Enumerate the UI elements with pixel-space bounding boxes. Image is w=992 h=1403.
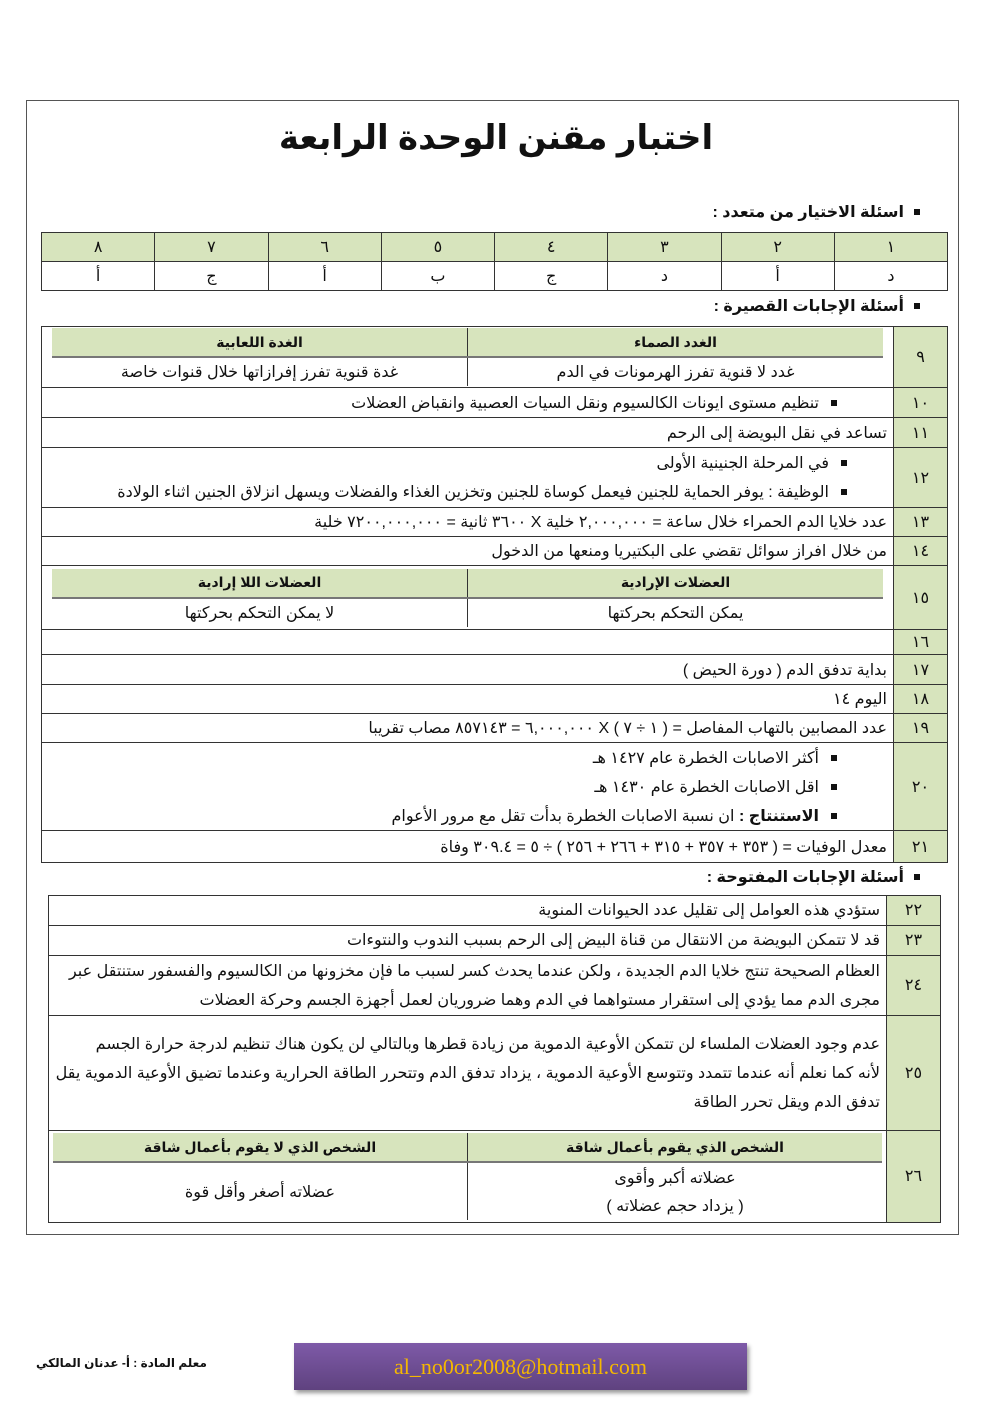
answer-text: معدل الوفيات = ( ٣٥٣ + ٣٥٧ + ٣١٥ + ٢٦٦ + ٢٥٦ ) ÷ ٥ = ٣٠٩.٤ وفاة — [42, 831, 894, 863]
open-heading — [707, 867, 920, 887]
answer-text: عدد المصابين بالتهاب المفاصل = ( ١ ÷ ٧ ) X ٦,٠٠٠,٠٠٠ = ٨٥٧١٤٣ مصاب تقريبا — [42, 714, 894, 743]
mc-answer: أ — [42, 262, 155, 291]
question-number: ١٩ — [894, 714, 948, 743]
mc-answer: أ — [721, 262, 834, 291]
answer-text: ستؤدي هذه العوامل إلى تقليل عدد الحيوانات المنوية — [49, 896, 887, 926]
cell: عضلاته أصغر وأقل قوة — [53, 1162, 468, 1220]
cell: لا يمكن التحكم بحركتها — [52, 598, 468, 627]
mc-question-number: ٨ — [42, 233, 155, 262]
short-heading — [714, 296, 920, 316]
bullet-icon — [831, 400, 837, 406]
page-title: اختبار مقنن الوحدة الرابعة — [278, 119, 714, 157]
answer-text: تنظيم مستوى ايونات الكالسيوم ونقل السيات العصبية وانقباض العضلات — [351, 394, 819, 412]
question-number: ١٣ — [894, 508, 948, 537]
bullet-icon — [914, 209, 920, 215]
question-number: ١٥ — [894, 566, 948, 630]
answer-text: من خلال افراز سوائل تقضي على البكتيريا ومنعها من الدخول — [42, 537, 894, 566]
cell: عضلاته أكبر وأقوى — [614, 1169, 736, 1187]
column-header: الغدد الصماء — [468, 328, 884, 357]
question-number: ٢٢ — [887, 896, 941, 926]
table-row — [42, 655, 948, 685]
cell: غدد لا قنوية تفرز الهرمونات في الدم — [556, 364, 795, 381]
mc-heading-text: اسئلة الاختيار من متعدد : — [712, 204, 904, 221]
mc-question-number: ٥ — [381, 233, 494, 262]
short-answers-table — [41, 326, 948, 863]
answer-text — [42, 630, 894, 655]
short-heading-text: أسئلة الإجابات القصيرة : — [713, 298, 904, 315]
table-row — [42, 831, 948, 863]
answer-text: في المرحلة الجنينية الأولى — [656, 455, 829, 472]
answer-text: قد لا تتمكن البويضة من الانتقال من قناة البيض إلى الرحم بسبب الندوب والنتوءات — [49, 926, 887, 956]
answer-text: العظام الصحيحة تنتج خلايا الدم الجديدة ، ولكن عندما يحدث كسر لسبب ما فإن مخزونها من الكالسيوم والفسفور ستنتقل عبر مجرى الدم مما يؤدي إلى استقرار مستواهما في الدم وهما ضروريان لعمل أجهزة الجسم وحركة العضلات — [49, 956, 887, 1016]
question-number: ١٢ — [894, 448, 948, 508]
table-row — [49, 1131, 941, 1223]
cell: يمكن التحكم بحركتها — [607, 604, 744, 622]
mc-question-number: ٧ — [155, 233, 268, 262]
table-row — [49, 926, 941, 956]
comparison-table — [52, 328, 883, 386]
mc-answer: ب — [381, 262, 494, 291]
question-number: ١٨ — [894, 685, 948, 714]
mc-question-number: ٢ — [721, 233, 834, 262]
comparison-table — [53, 1133, 882, 1220]
question-number: ١٠ — [894, 388, 948, 418]
table-row — [42, 630, 948, 655]
mc-answer: ج — [495, 262, 608, 291]
table-row — [42, 685, 948, 714]
open-heading-text: أسئلة الإجابات المفتوحة : — [706, 869, 904, 886]
column-header: العضلات الإرادية — [468, 569, 884, 598]
answer-text: عدم وجود العضلات الملساء لن تتمكن الأوعية الدموية من زيادة قطرها وبالتالي لن يكون هناك تنظيم لدرجة حرارة الجسم — [95, 1035, 880, 1053]
question-number: ٢٥ — [887, 1016, 941, 1131]
mc-question-number: ٤ — [495, 233, 608, 262]
column-header: العضلات اللا إرادية — [52, 569, 468, 598]
table-row — [42, 566, 948, 630]
bullet-icon — [831, 784, 837, 790]
bullet-icon — [914, 303, 920, 309]
table-row — [42, 327, 948, 388]
table-row — [42, 508, 948, 537]
mc-answer: د — [834, 262, 947, 291]
cell: ( يزداد حجم عضلاته ) — [606, 1197, 744, 1215]
question-number: ١٤ — [894, 537, 948, 566]
mc-question-number: ١ — [834, 233, 947, 262]
question-number: ٩ — [894, 327, 948, 388]
question-number: ٢٣ — [887, 926, 941, 956]
open-answers-table — [48, 895, 941, 1223]
column-header: الغدة اللعابية — [52, 328, 468, 357]
answer-text: أكثر الاصابات الخطرة عام ١٤٢٧ هـ — [592, 749, 819, 767]
answer-text: ان نسبة الاصابات الخطرة بدأت تقل مع مرور الأعوام — [391, 807, 735, 825]
answer-text: بداية تدفق الدم ( دورة الحيض ) — [42, 655, 894, 685]
cell: غدة قنوية تفرز إفرازاتها خلال قنوات خاصة — [52, 357, 468, 386]
table-row — [42, 388, 948, 418]
question-number: ١١ — [894, 418, 948, 448]
email-banner: al_no0or2008@hotmail.com — [294, 1343, 747, 1390]
question-number: ٢٠ — [894, 743, 948, 831]
bullet-icon — [914, 874, 920, 880]
table-row — [49, 896, 941, 926]
question-number: ١٧ — [894, 655, 948, 685]
answer-text: اليوم ١٤ — [42, 685, 894, 714]
bullet-icon — [831, 813, 837, 819]
table-row — [49, 956, 941, 1016]
mc-heading — [712, 202, 920, 222]
question-number: ٢١ — [894, 831, 948, 863]
bullet-icon — [841, 489, 847, 495]
table-row — [49, 1016, 941, 1131]
mc-question-number: ٦ — [268, 233, 381, 262]
column-header: الشخص الذي يقوم بأعمال شاقة — [468, 1133, 883, 1162]
answer-text: اقل الاصابات الخطرة عام ١٤٣٠ هـ — [594, 778, 819, 796]
mc-answer: ج — [155, 262, 268, 291]
bullet-icon — [841, 460, 847, 466]
table-row — [42, 537, 948, 566]
answer-text: تساعد في نقل البويضة إلى الرحم — [42, 418, 894, 448]
teacher-name: معلم المادة : أ- عدنان المالكي — [36, 1356, 207, 1370]
comparison-table — [52, 569, 883, 627]
mc-answer-table — [41, 232, 948, 291]
question-number: ٢٤ — [887, 956, 941, 1016]
mc-answer: د — [608, 262, 721, 291]
answer-text: لأنه كما نعلم أنه عندما تتمدد وتتوسع الأوعية الدموية ، يزداد تدفق الدم وتتحرر الطاقة الحرارية وعندما تضيق الأوعية الدموية يقل تدفق الدم ويقل تحرر الطاقة — [55, 1064, 880, 1111]
table-row — [42, 714, 948, 743]
table-row — [42, 448, 948, 508]
answer-text: الوظيفة : يوفر الحماية للجنين فيعمل كوساة للجنين وتخزين الغذاء والفضلات ويسهل انزلاق الجنين اثناء الولادة — [117, 484, 829, 501]
table-row — [42, 743, 948, 831]
column-header: الشخص الذي لا يقوم بأعمال شاقة — [53, 1133, 468, 1162]
conclusion-label: الاستنتاج : — [738, 807, 819, 825]
table-row — [42, 418, 948, 448]
mc-question-number: ٣ — [608, 233, 721, 262]
question-number: ١٦ — [894, 630, 948, 655]
bullet-icon — [831, 755, 837, 761]
answer-text: عدد خلايا الدم الحمراء خلال ساعة = ٢,٠٠٠,٠٠٠ خلية X ٣٦٠٠ ثانية = ٧٢٠٠,٠٠٠,٠٠٠ خلية — [42, 508, 894, 537]
mc-answer: أ — [268, 262, 381, 291]
question-number: ٢٦ — [887, 1131, 941, 1223]
